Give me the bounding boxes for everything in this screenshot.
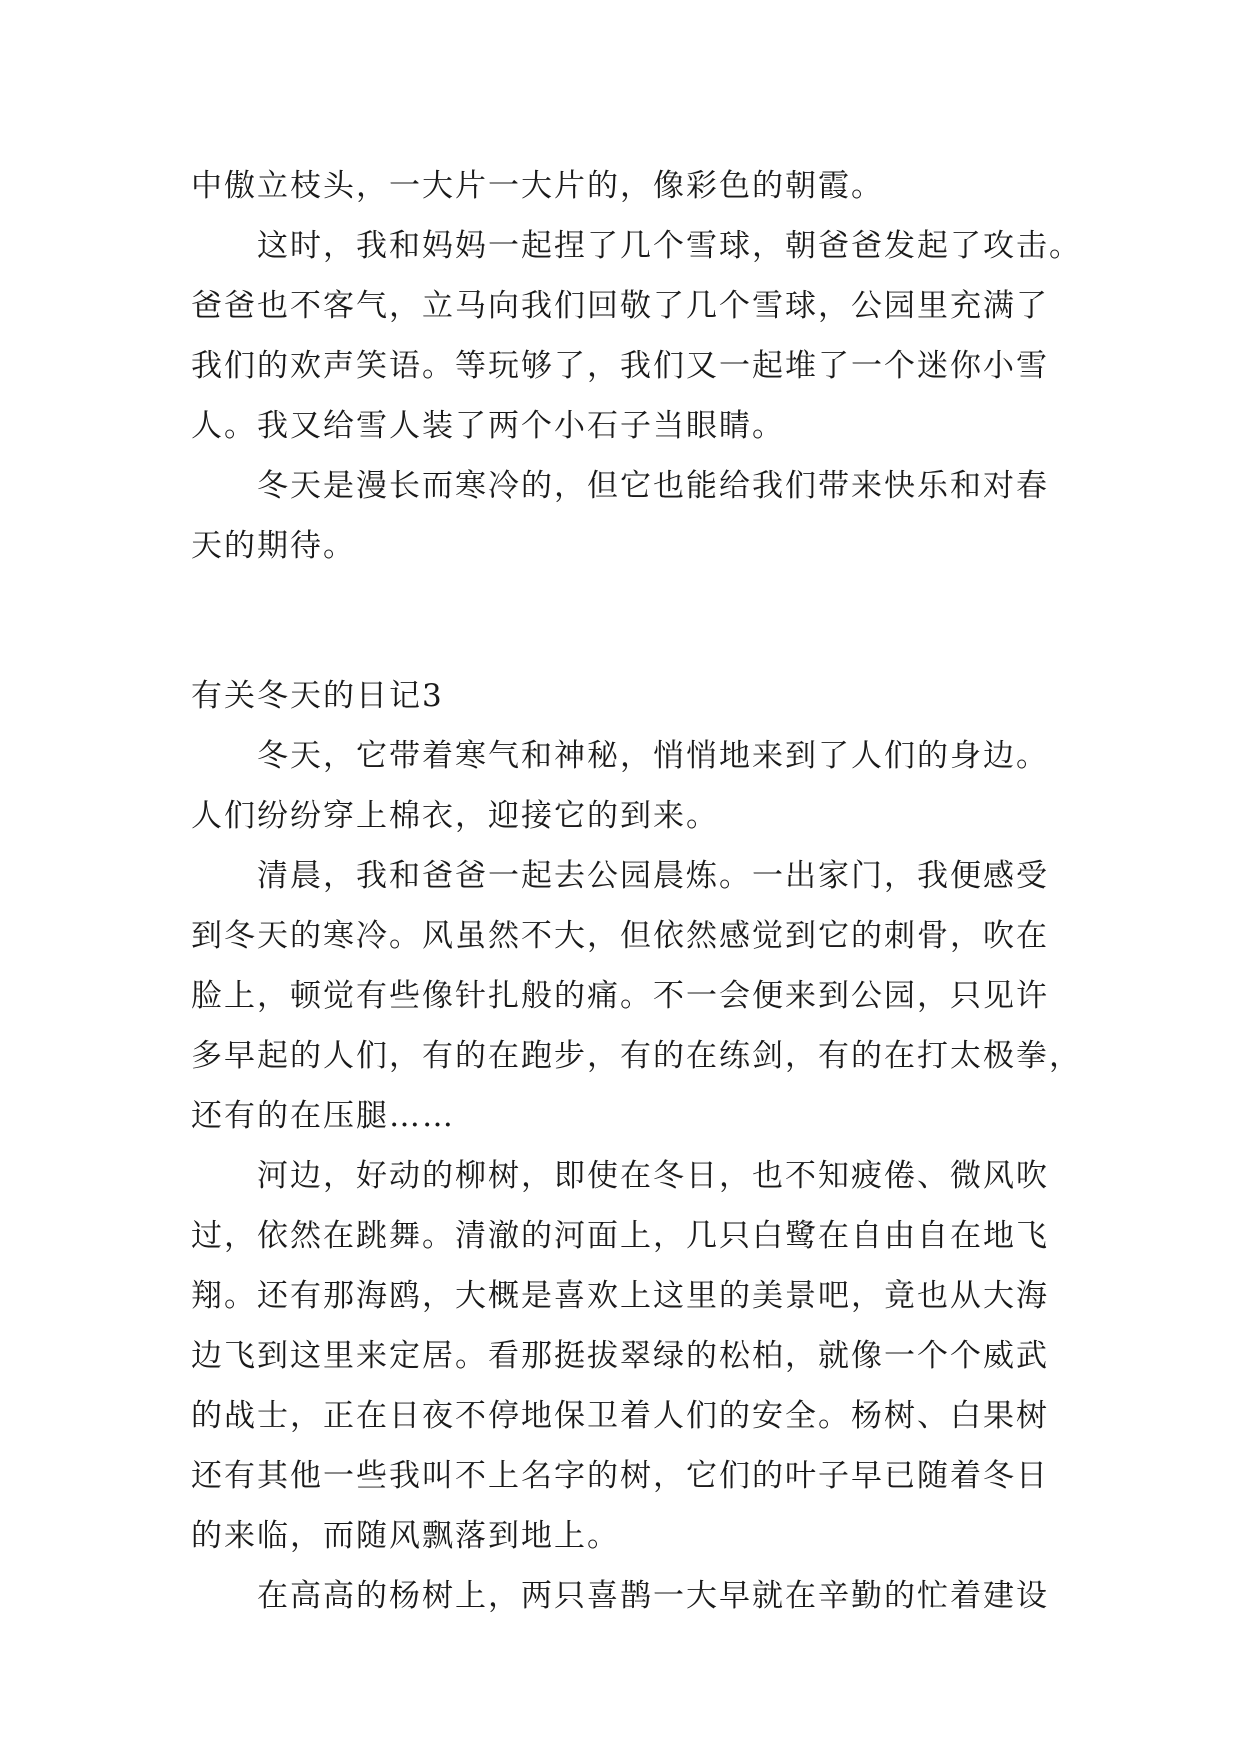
paragraph-line: 边飞到这里来定居。看那挺拔翠绿的松柏，就像一个个威武 <box>191 1338 1049 1374</box>
paragraph-line: 到冬天的寒冷。风虽然不大，但依然感觉到它的刺骨，吹在 <box>191 918 1049 954</box>
paragraph-line: 翔。还有那海鸥，大概是喜欢上这里的美景吧，竟也从大海 <box>191 1278 1049 1314</box>
paragraph-line: 清晨，我和爸爸一起去公园晨炼。一出家门，我便感受 <box>257 858 1049 894</box>
diary-title: 有关冬天的日记3 <box>191 678 444 714</box>
paragraph-line: 脸上，顿觉有些像针扎般的痛。不一会便来到公园，只见许 <box>191 978 1049 1014</box>
paragraph-line: 冬天是漫长而寒冷的，但它也能给我们带来快乐和对春 <box>257 468 1049 504</box>
paragraph-line: 我们的欢声笑语。等玩够了，我们又一起堆了一个迷你小雪 <box>191 348 1049 384</box>
paragraph-line: 人们纷纷穿上棉衣，迎接它的到来。 <box>191 798 719 834</box>
paragraph-line: 爸爸也不客气，立马向我们回敬了几个雪球，公园里充满了 <box>191 288 1049 324</box>
document-body <box>191 156 1082 1626</box>
paragraph-line: 过，依然在跳舞。清澈的河面上，几只白鹭在自由自在地飞 <box>191 1218 1049 1254</box>
paragraph-line: 中傲立枝头，一大片一大片的，像彩色的朝霞。 <box>191 168 884 204</box>
paragraph-line: 多早起的人们，有的在跑步，有的在练剑，有的在打太极拳， <box>191 1038 1082 1074</box>
paragraph-line: 人。我又给雪人装了两个小石子当眼睛。 <box>191 408 785 444</box>
paragraph-line: 河边，好动的柳树，即使在冬日，也不知疲倦、微风吹 <box>257 1158 1049 1194</box>
paragraph-line: 这时，我和妈妈一起捏了几个雪球，朝爸爸发起了攻击。 <box>257 228 1082 264</box>
paragraph-line: 冬天，它带着寒气和神秘，悄悄地来到了人们的身边。 <box>257 738 1049 774</box>
paragraph-line: 还有的在压腿…… <box>191 1098 455 1134</box>
paragraph-line: 天的期待。 <box>191 528 356 564</box>
section-gap <box>191 576 1071 666</box>
paragraph-line: 在高高的杨树上，两只喜鹊一大早就在辛勤的忙着建设 <box>257 1578 1049 1614</box>
paragraph-line: 还有其他一些我叫不上名字的树，它们的叶子早已随着冬日 <box>191 1458 1049 1494</box>
paragraph-line: 的战士，正在日夜不停地保卫着人们的安全。杨树、白果树 <box>191 1398 1049 1434</box>
paragraph-line: 的来临，而随风飘落到地上。 <box>191 1518 620 1554</box>
